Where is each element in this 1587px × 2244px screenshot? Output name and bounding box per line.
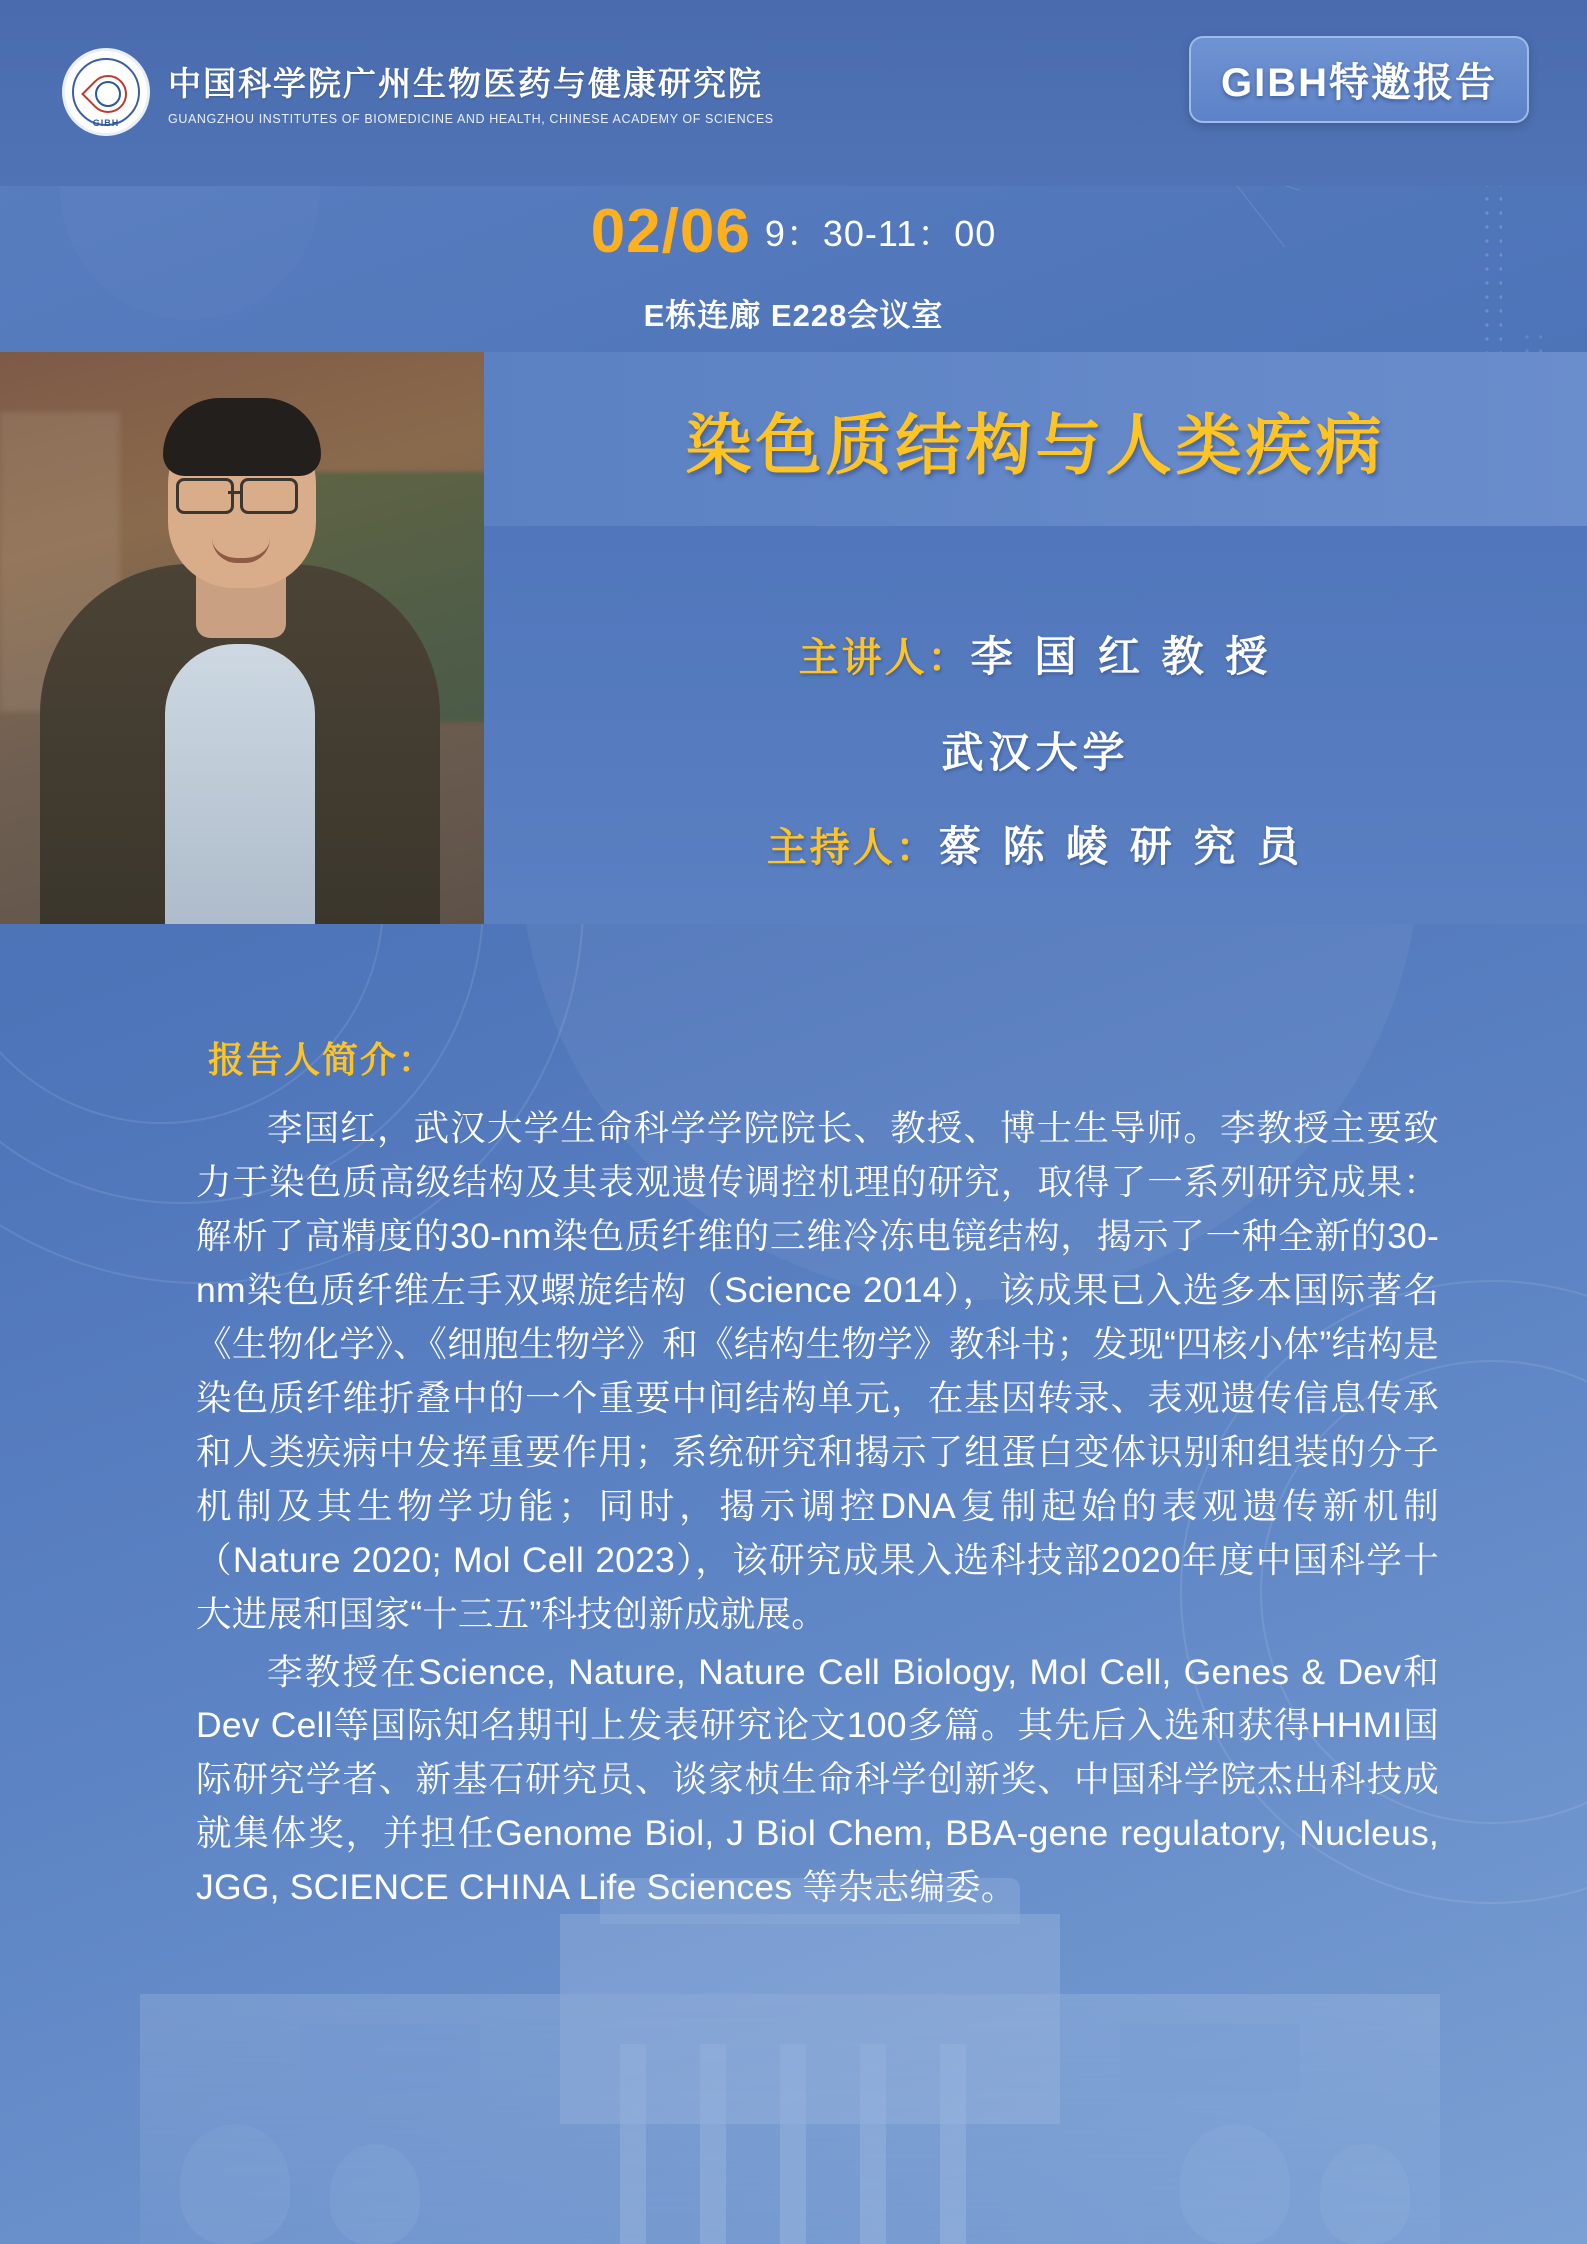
institute-name-en: GUANGZHOU INSTITUTES OF BIOMEDICINE AND HEALTH, CHINESE ACADEMY OF SCIENCES (168, 112, 774, 126)
speaker-row (484, 624, 1587, 684)
bio-body (196, 1102, 1439, 1919)
host-label: 主持人： (766, 826, 939, 870)
title-band (484, 352, 1587, 526)
institute-name-cn: 中国科学院广州生物医药与健康研究院 (168, 65, 763, 102)
speaker-label: 主讲人： (798, 636, 971, 680)
institute-logo (62, 48, 774, 136)
host-row (484, 814, 1587, 874)
speaker-name: 李 国 红 教 授 (970, 633, 1273, 680)
badge-label: GIBH特邀报告 (1221, 61, 1497, 105)
bio-heading: 报告人简介： (208, 1039, 437, 1080)
poster-header (0, 0, 1587, 186)
host-name: 蔡 陈 崚 研 究 员 (938, 823, 1305, 870)
event-datetime (0, 196, 1587, 267)
gibh-logo-icon (62, 48, 150, 136)
logo-mark-text: GIBH (92, 118, 120, 128)
status-badge (1189, 36, 1529, 123)
page-title: 染色质结构与人类疾病 (685, 408, 1386, 482)
bio-paragraph: 李国红，武汉大学生命科学学院院长、教授、博士生导师。李教授主要致力于染色质高级结构及其表观遗传调控机理的研究，取得了一系列研究成果：解析了高精度的30-nm染色质纤维的三维冷冻电镜结构，揭示了一种全新的30-nm染色质纤维左手双螺旋结构（Science 2014），该成果已入选多本国际著名《生物化学》、《细胞生物学》和《结构生物学》教科书；发现“四核小体”结构是染色质纤维折叠中的一个重要中间结构单元，在基因转录、表观遗传信息传承和人类疾病中发挥重要作用；系统研究和揭示了组蛋白变体识别和组装的分子机制及其生物学功能；同时，揭示调控DNA复制起始的表观遗传新机制（Nature 2020; Mol Cell 2023），该研究成果入选科技部2020年度中国科学十大进展和国家“十三五”科技创新成就展。 (196, 1108, 1439, 1634)
bio-paragraph: 李教授在Science, Nature, Nature Cell Biology, Mol Cell, Genes & Dev和Dev Cell等国际知名期刊上发表研究论文100多篇。其先后入选和获得HHMI国际研究学者、新基石研究员、谈家桢生命科学创新奖、中国科学院杰出科技成就集体奖，并担任Genome Biol, J Biol Chem, BBA-gene regulatory, Nucleus, JGG, SCIENCE CHINA Life Sciences 等杂志编委。 (196, 1651, 1439, 1908)
speaker-organization: 武汉大学 (941, 729, 1130, 776)
event-venue: E栋连廊 E228会议室 (643, 298, 944, 333)
bio-section (0, 930, 1587, 2244)
event-time: 9：30-11：00 (764, 213, 997, 254)
speaker-photo (0, 352, 484, 924)
speaker-info (484, 526, 1587, 924)
event-date: 02/06 (590, 197, 751, 266)
